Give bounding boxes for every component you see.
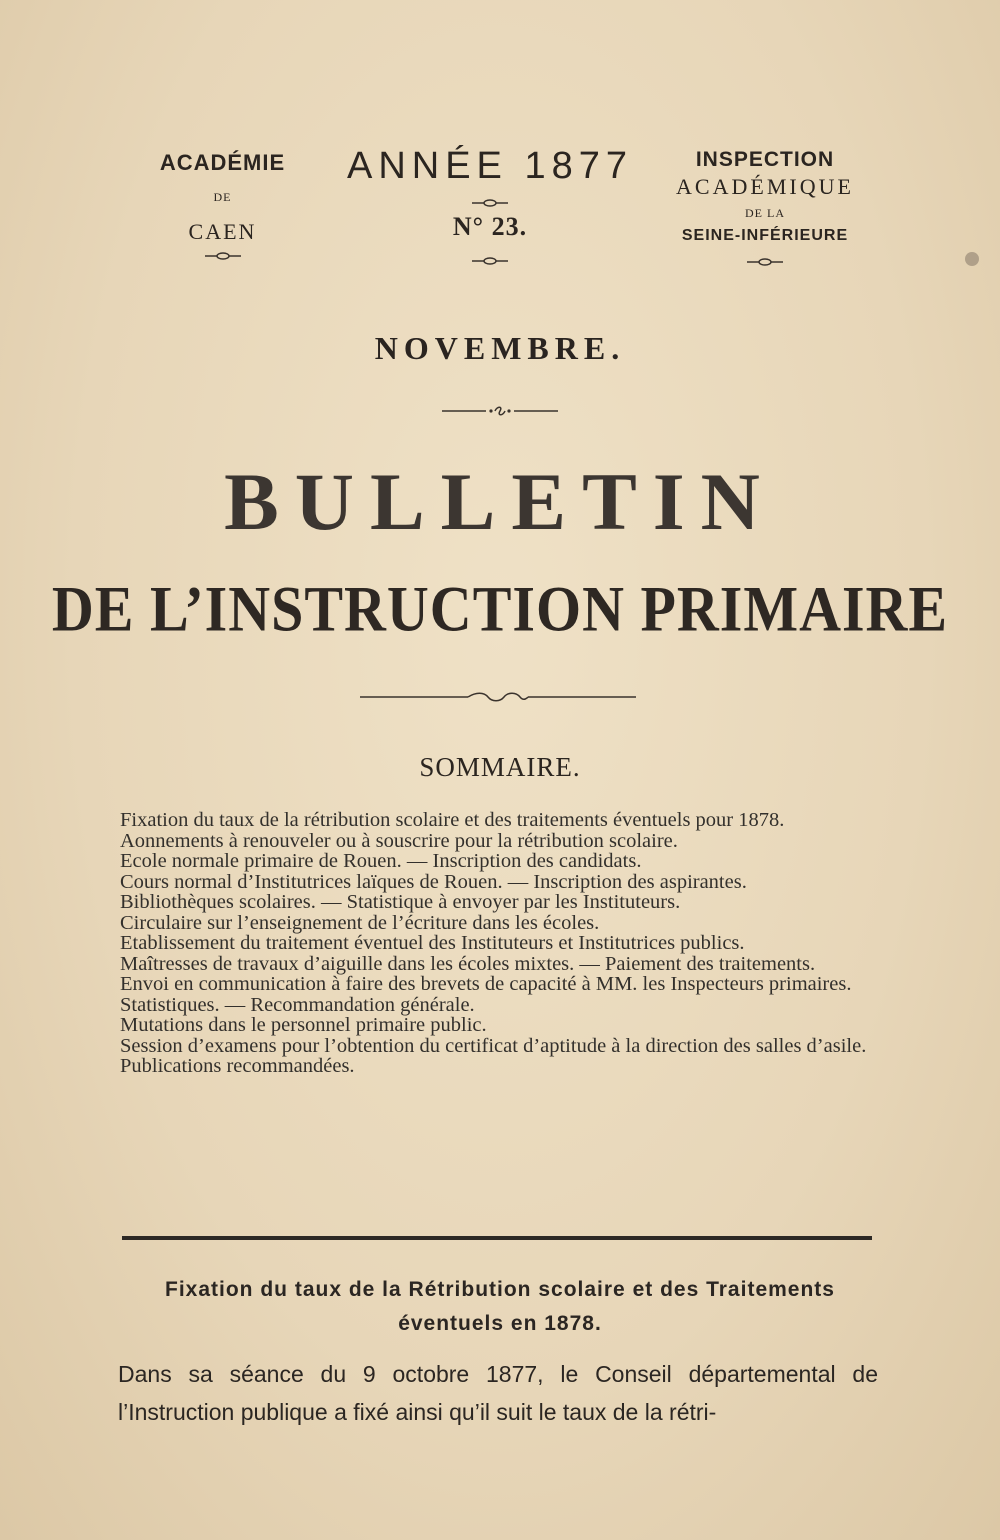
summary-list — [120, 810, 875, 1077]
summary-item: Mutations dans le personnel primaire public. — [120, 1014, 487, 1036]
summary-item: Bibliothèques scolaires. — Statistique à envoyer par les Instituteurs. — [120, 891, 681, 913]
summary-item: Envoi en communication à faire des brevets de capacité à MM. les Inspecteurs primaires. — [120, 973, 852, 995]
academie-de: DE — [213, 190, 232, 204]
year-label: ANNÉE 1877 — [346, 145, 633, 187]
header-inspection — [660, 148, 870, 267]
inspection-label: INSPECTION — [695, 148, 835, 171]
section-title: Fixation du taux de la Rétribution scolaire et des Traitements éventuels en 1878. — [165, 1278, 835, 1335]
summary-item: Statistiques. — Recommandation générale. — [120, 993, 475, 1016]
ornament-icon — [745, 257, 785, 267]
summary-item: Ecole normale primaire de Rouen. — Inscription des candidats. — [120, 850, 642, 872]
summary-item: Circulaire sur l’enseignement de l’écriture dans les écoles. — [120, 911, 600, 934]
summary-item: Cours normal d’Institutrices laïques de Rouen. — Inscription des aspirantes. — [120, 870, 747, 893]
de-la-label: DE LA — [745, 206, 785, 220]
summary-item: Publications recommandées. — [120, 1055, 355, 1077]
paper-stain — [965, 252, 979, 266]
department-label: SEINE-INFÉRIEURE — [681, 227, 849, 244]
ornament-icon — [470, 198, 510, 208]
academie-label: ACADÉMIE — [159, 150, 286, 175]
header-year-issue — [335, 145, 645, 266]
section-divider — [122, 1236, 872, 1240]
ornament-icon — [470, 256, 510, 266]
academique-label: ACADÉMIQUE — [676, 174, 854, 199]
ornament-icon — [203, 251, 243, 261]
summary-item: Fixation du taux de la rétribution scolaire et des traitements éventuels pour 1878. — [120, 809, 785, 831]
summary-heading: SOMMAIRE. — [419, 752, 581, 782]
divider-ornament-icon — [358, 690, 638, 704]
summary-item: Aonnements à renouveler ou à souscrire pour la rétribution scolaire. — [120, 829, 678, 852]
section-body: Dans sa séance du 9 octobre 1877, le Conseil départemental de l’Instruction publique a fixé ainsi qu’il suit le taux de la rétri- — [118, 1361, 878, 1425]
academie-city: CAEN — [188, 219, 257, 244]
bulletin-title: BULLETIN — [224, 456, 776, 547]
summary-item: Maîtresses de travaux d’aiguille dans les écoles mixtes. — Paiement des traitements. — [120, 952, 816, 975]
issue-month: NOVEMBRE. — [374, 330, 626, 366]
summary-item: Session d’examens pour l’obtention du certificat d’aptitude à la direction des salles d’asile. — [120, 1034, 867, 1057]
divider-ornament-icon — [440, 405, 560, 417]
bulletin-subtitle: DE L’INSTRUCTION PRIMAIRE — [51, 572, 949, 645]
summary-item: Etablissement du traitement éventuel des Instituteurs et Institutrices publics. — [120, 932, 745, 954]
issue-number: N° 23. — [452, 212, 528, 241]
header-academie — [150, 150, 295, 261]
